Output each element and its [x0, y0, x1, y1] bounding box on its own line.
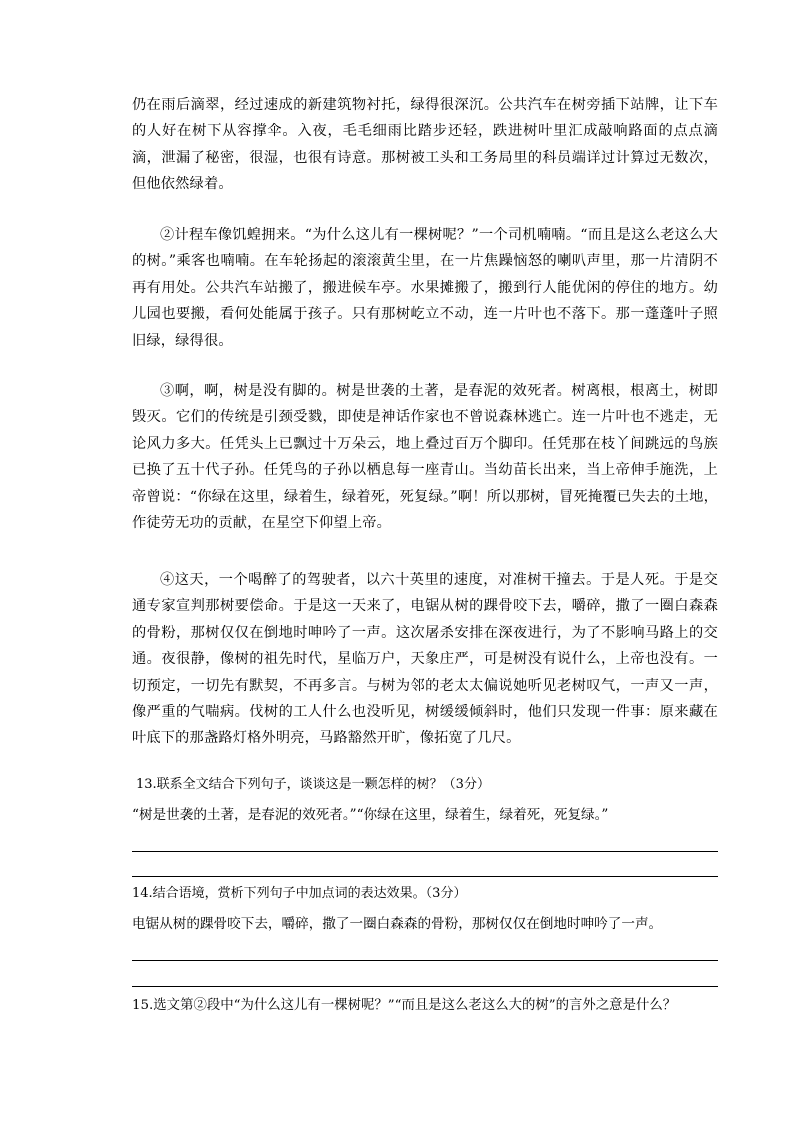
paragraph-intro: 仍在雨后滴翠，经过速成的新建筑物衬托，绿得很深沉。公共汽车在树旁插下站牌，让下车的人好在树下从容撑伞。入夜，毛毛细雨比踏步还轻，跌进树叶里汇成敲响路面的点点滴滴，泄漏了秘密，很湿，也很有诗意。那树被工头和工务局里的科员端详过计算过无数次，但他依然绿着。	[132, 97, 718, 193]
question-14-quote: 电锯从树的踝骨咬下去，嚼碎，撒了一圈白森森的骨粉，那树仅仅在倒地时呻吟了一声。	[132, 916, 663, 932]
answer-line[interactable]	[132, 876, 718, 877]
paragraph-3: ③啊，啊，树是没有脚的。树是世袭的土著，是春泥的效死者。树离根，根离土，树即毁灭。它们的传统是引颈受戮，即使是神话作家也不曾说森林逃亡。连一片叶也不逃走，无论风力多大。任凭头上已飘过十万朵云，地上叠过百万个脚印。任凭那在枝丫间跳远的鸟族已换了五十代子孙。任凭鸟的子孙以栖息每一座青山。当幼苗长出来，当上帝伸手施洗，上帝曾说：“你绿在这里，绿着生，绿着死，死复绿。”啊！所以那树，冒死掩覆已失去的土地，作徒劳无功的贡献，在星空下仰望上帝。	[132, 383, 718, 532]
question-13-quote: “树是世袭的土著，是春泥的效死者。”“你绿在这里，绿着生，绿着死，死复绿。”	[132, 807, 609, 823]
answer-line[interactable]	[132, 960, 718, 961]
paragraph-2: ②计程车像饥蝗拥来。“为什么这儿有一棵树呢？”一个司机喃喃。“而且是这么老这么大的树。”乘客也喃喃。在车轮扬起的滚滚黄尘里，在一片焦躁恼怒的喇叭声里，那一片清阴不再有用处。公共汽车站搬了，搬进候车亭。水果摊搬了，搬到行人能优闲的停住的地方。幼儿园也要搬，看何处能属于孩子。只有那树屹立不动，连一片叶也不落下。那一蓬蓬叶子照旧绿，绿得很。	[132, 227, 718, 349]
question-13-title: 13.联系全文结合下列句子，谈谈这是一颗怎样的树？（3分）	[136, 777, 490, 792]
paragraph-4: ④这天，一个喝醉了的驾驶者，以六十英里的速度，对准树干撞去。于是人死。于是交通专家宣判那树要偿命。于是这一天来了，电锯从树的踝骨咬下去，嚼碎，撒了一圈白森森的骨粉，那树仅仅在倒地时呻吟了一声。这次屠杀安排在深夜进行，为了不影响马路上的交通。夜很静，像树的祖先时代，星临万户，天象庄严，可是树没有说什么，上帝也没有。一切预定，一切先有默契，不再多言。与树为邻的老太太偏说她听见老树叹气，一声又一声，像严重的气喘病。伐树的工人什么也没听见，树缓缓倾斜时，他们只发现一件事：原来藏在叶底下的那盏路灯格外明亮，马路豁然开旷，像拓宽了几尺。	[132, 572, 718, 747]
question-14-title: 14.结合语境，赏析下列句子中加点词的表达效果。（3分）	[132, 886, 467, 901]
answer-line[interactable]	[132, 986, 718, 987]
question-15-title: 15.选文第②段中“为什么这儿有一棵树呢？”“而且是这么老这么大的树”的言外之意是什么？	[132, 998, 677, 1013]
answer-line[interactable]	[132, 851, 718, 852]
